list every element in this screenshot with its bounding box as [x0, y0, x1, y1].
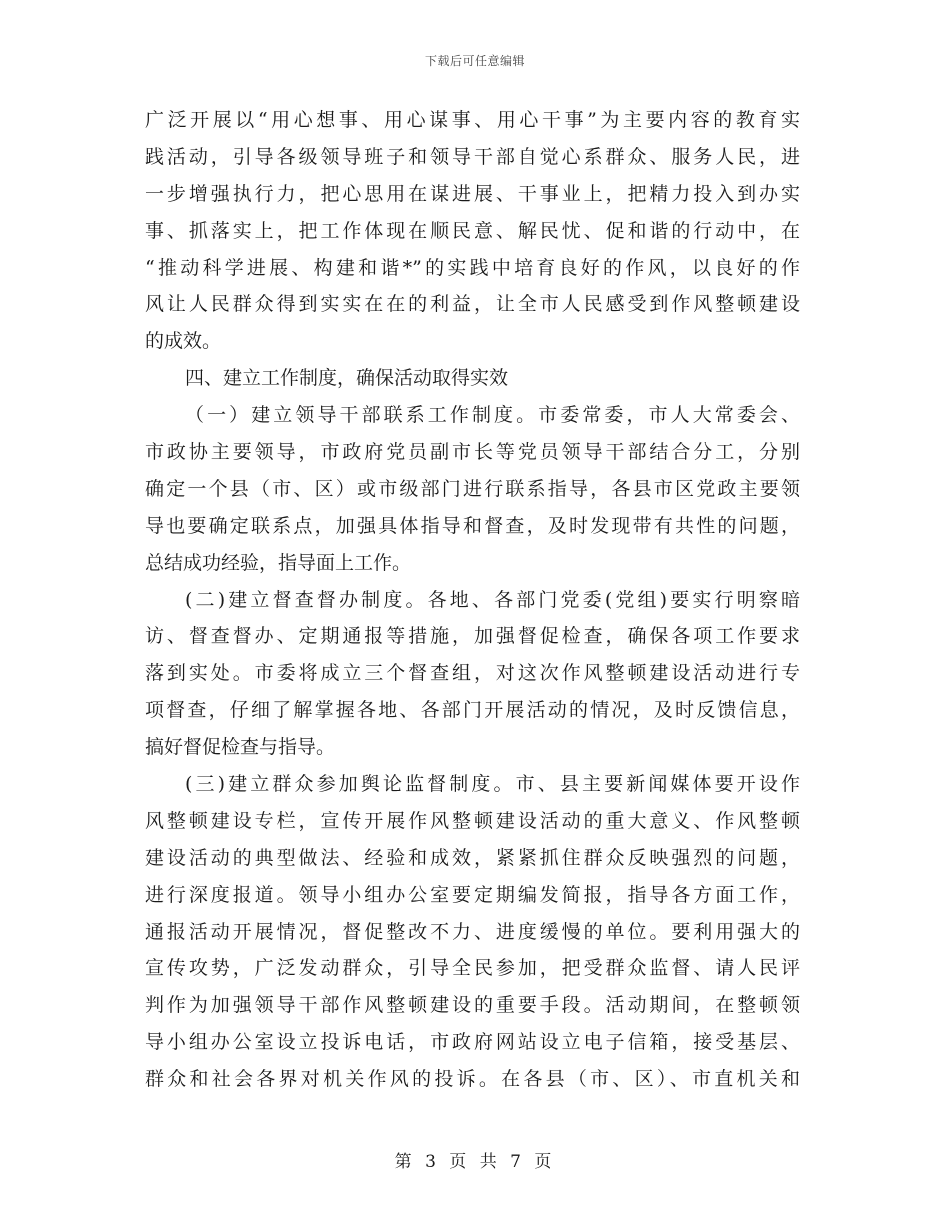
text-line: 风让人民群众得到实实在在的利益，让全市人民感受到作风整顿建设: [145, 293, 800, 316]
text-line: 事、抓落实上，把工作体现在顺民意、解民忧、促和谐的行动中，在: [145, 219, 800, 242]
text-line: 项督查，仔细了解掌握各地、各部门开展活动的情况，及时反馈信息，: [145, 699, 800, 722]
text-line: 的成效。: [145, 330, 222, 353]
text-line: 一步增强执行力，把心思用在谋进展、干事业上，把精力投入到办实: [145, 182, 800, 205]
text-line: 践活动，引导各级领导班子和领导干部自觉心系群众、服务人民，进: [145, 145, 800, 168]
text-line: 风整顿建设专栏，宣传开展作风整顿建设活动的重大意义、作风整顿: [145, 809, 800, 832]
text-line: 确定一个县（市、区）或市级部门进行联系指导，各县市区党政主要领: [145, 477, 800, 500]
text-line: 导小组办公室设立投诉电话，市政府网站设立电子信箱，接受基层、: [145, 1031, 800, 1054]
text-line: 访、督查督办、定期通报等措施，加强督促检查，确保各项工作要求: [145, 625, 800, 648]
text-line: 通报活动开展情况，督促整改不力、进度缓慢的单位。要利用强大的: [145, 920, 800, 943]
document-body: [145, 102, 800, 1098]
text-line: 进行深度报道。领导小组办公室要定期编发简报，指导各方面工作，: [145, 883, 800, 906]
page-header-note: 下载后可任意编辑: [424, 54, 525, 68]
text-line: 市政协主要领导，市政府党员副市长等党员领导干部结合分工，分别: [145, 441, 800, 464]
text-line: （一）建立领导干部联系工作制度。市委常委，市人大常委会、: [185, 404, 800, 427]
text-line: “推动科学进展、构建和谐*”的实践中培育良好的作风，以良好的作: [145, 256, 800, 279]
section-heading: 四、建立工作制度，确保活动取得实效: [185, 367, 509, 390]
text-line: 广泛开展以“用心想事、用心谋事、用心干事”为主要内容的教育实: [145, 109, 800, 131]
text-line: 判作为加强领导干部作风整顿建设的重要手段。活动期间，在整顿领: [145, 994, 800, 1017]
text-line: 落到实处。市委将成立三个督查组，对这次作风整顿建设活动进行专: [145, 662, 800, 685]
text-line: 建设活动的典型做法、经验和成效，紧紧抓住群众反映强烈的问题，: [145, 846, 800, 869]
text-line: 搞好督促检查与指导。: [145, 736, 336, 759]
text-line: 宣传攻势，广泛发动群众，引导全民参加，把受群众监督、请人民评: [145, 957, 800, 980]
page-number: 第 3 页 共 7 页: [394, 1152, 556, 1172]
text-line: 总结成功经验，指导面上工作。: [145, 551, 412, 574]
text-line: (二)建立督查督办制度。各地、各部门党委(党组)要实行明察暗: [185, 588, 800, 611]
text-line: (三)建立群众参加舆论监督制度。市、县主要新闻媒体要开设作: [185, 773, 800, 796]
text-line: 群众和社会各界对机关作风的投诉。在各县（市、区）、市直机关和: [145, 1068, 800, 1091]
text-line: 导也要确定联系点，加强具体指导和督查，及时发现带有共性的问题，: [145, 514, 800, 537]
